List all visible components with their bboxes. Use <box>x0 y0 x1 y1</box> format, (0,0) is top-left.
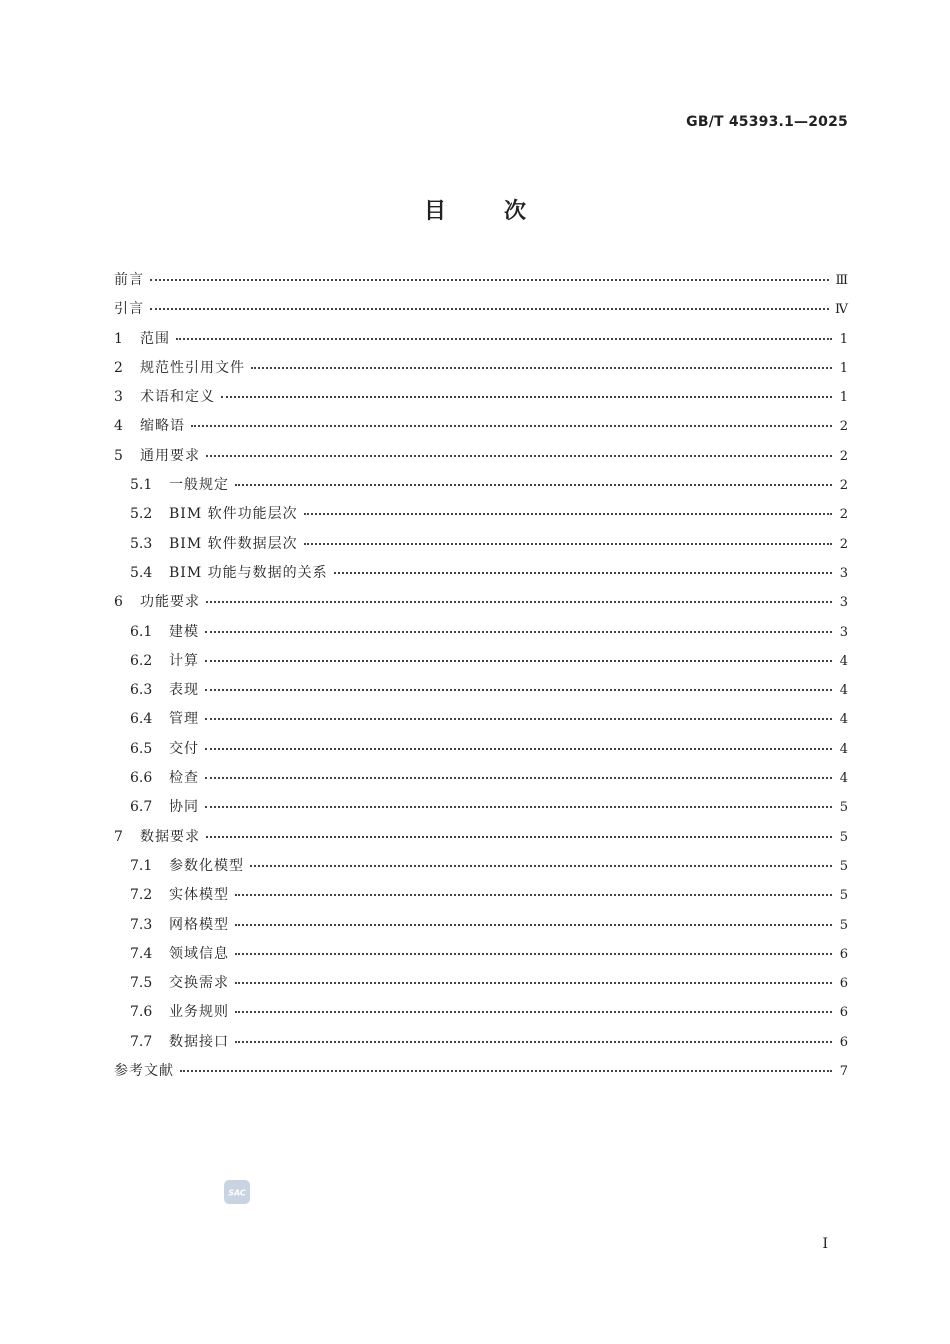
toc-entry[interactable] <box>114 621 848 650</box>
toc-entry[interactable] <box>114 445 848 474</box>
toc-entry-number: 6.3 <box>130 682 153 699</box>
toc-entry-number: 7.2 <box>130 887 153 904</box>
toc-entry[interactable] <box>114 708 848 737</box>
toc-leader-dots <box>205 718 832 720</box>
toc-leader-dots <box>206 455 832 457</box>
toc-leader-dots <box>250 865 832 867</box>
toc-entry-number: 5 <box>114 447 123 464</box>
toc-entry[interactable] <box>114 533 848 562</box>
toc-entry-label: 数据接口 <box>169 1033 229 1050</box>
sac-logo-icon <box>223 1179 251 1205</box>
toc-entry-page: 3 <box>839 624 848 640</box>
toc-entry-label: 数据要求 <box>140 828 200 845</box>
toc-entry[interactable] <box>114 679 848 708</box>
toc-entry-label: 领域信息 <box>169 945 229 962</box>
toc-leader-dots <box>150 308 829 310</box>
toc-entry[interactable] <box>114 503 848 532</box>
toc-entry-page: 1 <box>839 390 848 406</box>
title-char-2: 次 <box>504 199 527 224</box>
toc-entry-number: 6.4 <box>130 711 153 728</box>
toc-entry-number: 6.2 <box>130 652 153 669</box>
toc-entry[interactable] <box>114 1060 848 1089</box>
toc-entry-page: 5 <box>839 888 848 904</box>
toc-entry-number: 5.1 <box>130 477 153 494</box>
toc-entry[interactable] <box>114 357 848 386</box>
toc-entry[interactable] <box>114 328 848 357</box>
toc-entry[interactable] <box>114 914 848 943</box>
toc-entry[interactable] <box>114 269 848 298</box>
toc-leader-dots <box>235 924 832 926</box>
toc-leader-dots <box>205 689 832 691</box>
toc-entry-page: 1 <box>839 360 848 376</box>
toc-leader-dots <box>304 513 832 515</box>
toc-entry-number: 7 <box>114 828 123 845</box>
toc-entry-number: 3 <box>114 389 123 406</box>
toc-leader-dots <box>205 660 832 662</box>
toc-entry-page: 2 <box>839 507 848 523</box>
toc-entry[interactable] <box>114 1031 848 1060</box>
toc-entry-label: 协同 <box>169 799 199 816</box>
toc-entry-label: 计算 <box>169 652 199 669</box>
toc-entry-label: 范围 <box>140 330 170 347</box>
toc-leader-dots <box>235 894 832 896</box>
toc-entry[interactable] <box>114 415 848 444</box>
toc-entry-label: 检查 <box>169 770 199 787</box>
table-of-contents <box>114 269 848 1089</box>
toc-entry-number: 6.7 <box>130 799 153 816</box>
toc-leader-dots <box>206 836 832 838</box>
toc-entry[interactable] <box>114 796 848 825</box>
toc-entry-page: 5 <box>839 829 848 845</box>
toc-leader-dots <box>206 601 832 603</box>
toc-entry[interactable] <box>114 855 848 884</box>
toc-entry-number: 7.7 <box>130 1033 153 1050</box>
toc-entry-number: 7.6 <box>130 1004 153 1021</box>
toc-leader-dots <box>221 396 832 398</box>
toc-entry-page: Ⅳ <box>835 302 848 318</box>
toc-entry-page: 1 <box>839 331 848 347</box>
toc-entry[interactable] <box>114 738 848 767</box>
toc-entry-page: 6 <box>839 946 848 962</box>
toc-leader-dots <box>334 572 832 574</box>
toc-leader-dots <box>205 748 832 750</box>
toc-leader-dots <box>251 367 832 369</box>
toc-entry-page: Ⅲ <box>835 273 848 288</box>
toc-entry-label: BIM 功能与数据的关系 <box>169 564 328 581</box>
toc-entry-label: 实体模型 <box>169 887 229 904</box>
toc-entry-label: 业务规则 <box>169 1004 229 1021</box>
toc-entry-page: 4 <box>839 653 848 669</box>
toc-entry[interactable] <box>114 767 848 796</box>
toc-entry-page: 2 <box>839 419 848 435</box>
toc-entry[interactable] <box>114 884 848 913</box>
toc-entry-page: 6 <box>839 976 848 992</box>
page-number: I <box>822 1236 828 1252</box>
toc-entry-number: 7.4 <box>130 945 153 962</box>
toc-leader-dots <box>235 953 832 955</box>
toc-entry[interactable] <box>114 1001 848 1030</box>
toc-entry-number: 6 <box>114 594 123 611</box>
toc-leader-dots <box>235 1011 832 1013</box>
toc-entry-label: 交换需求 <box>169 975 229 992</box>
toc-leader-dots <box>235 1041 832 1043</box>
toc-entry-page: 4 <box>839 712 848 728</box>
toc-leader-dots <box>205 777 832 779</box>
title-char-1: 目 <box>423 199 446 224</box>
logo-text: SAC <box>228 1188 246 1198</box>
toc-leader-dots <box>235 982 832 984</box>
toc-entry-label: 建模 <box>169 623 199 640</box>
toc-entry-label: 通用要求 <box>140 447 200 464</box>
toc-entry-page: 4 <box>839 683 848 699</box>
toc-entry-label: 前言 <box>114 272 144 288</box>
toc-entry[interactable] <box>114 591 848 620</box>
toc-entry-page: 4 <box>839 741 848 757</box>
toc-leader-dots <box>191 425 832 427</box>
toc-entry-label: BIM 软件功能层次 <box>169 506 298 523</box>
toc-entry-page: 6 <box>839 1005 848 1021</box>
toc-leader-dots <box>205 631 832 633</box>
toc-leader-dots <box>235 484 832 486</box>
toc-entry-label: 术语和定义 <box>140 389 215 406</box>
toc-entry-page: 2 <box>839 536 848 552</box>
standard-code: GB/T 45393.1—2025 <box>686 114 848 130</box>
toc-entry-page: 2 <box>839 478 848 494</box>
toc-entry-label: 引言 <box>114 301 144 318</box>
page-title <box>0 194 950 225</box>
toc-leader-dots <box>180 1070 832 1072</box>
toc-entry-page: 3 <box>839 595 848 611</box>
toc-entry-page: 3 <box>839 565 848 581</box>
toc-entry-label: 交付 <box>169 740 199 757</box>
toc-entry[interactable] <box>114 386 848 415</box>
toc-entry-label: 规范性引用文件 <box>140 359 245 376</box>
toc-entry-label: 缩略语 <box>140 418 185 435</box>
toc-entry-number: 2 <box>114 359 123 376</box>
toc-entry[interactable] <box>114 562 848 591</box>
toc-entry-number: 7.1 <box>130 857 153 874</box>
toc-entry-label: 参数化模型 <box>169 857 244 874</box>
toc-entry-number: 7.3 <box>130 916 153 933</box>
toc-entry-number: 7.5 <box>130 975 153 992</box>
toc-entry-number: 6.5 <box>130 740 153 757</box>
toc-entry[interactable] <box>114 298 848 327</box>
toc-entry[interactable] <box>114 474 848 503</box>
toc-entry-page: 5 <box>839 858 848 874</box>
toc-entry-label: 一般规定 <box>169 477 229 494</box>
toc-leader-dots <box>150 279 829 281</box>
toc-entry-number: 6.6 <box>130 770 153 787</box>
toc-entry[interactable] <box>114 943 848 972</box>
toc-entry-page: 6 <box>839 1034 848 1050</box>
toc-leader-dots <box>176 338 832 340</box>
toc-entry-label: 参考文献 <box>114 1063 174 1080</box>
toc-entry-page: 5 <box>839 800 848 816</box>
toc-entry[interactable] <box>114 650 848 679</box>
toc-leader-dots <box>304 543 832 545</box>
toc-entry-page: 5 <box>839 917 848 933</box>
toc-entry-page: 2 <box>839 448 848 464</box>
toc-entry-number: 5.4 <box>130 564 153 581</box>
toc-entry-page: 4 <box>839 771 848 787</box>
toc-entry-number: 1 <box>114 330 123 347</box>
toc-entry-number: 5.2 <box>130 506 153 523</box>
toc-entry-label: 管理 <box>169 711 199 728</box>
toc-entry-label: 网格模型 <box>169 916 229 933</box>
toc-entry-label: 功能要求 <box>140 594 200 611</box>
toc-entry-label: 表现 <box>169 682 199 699</box>
toc-entry[interactable] <box>114 972 848 1001</box>
toc-entry-page: 7 <box>839 1064 848 1080</box>
toc-entry-number: 4 <box>114 418 123 435</box>
toc-leader-dots <box>205 806 832 808</box>
toc-entry-number: 5.3 <box>130 535 153 552</box>
toc-entry-label: BIM 软件数据层次 <box>169 535 298 552</box>
toc-entry[interactable] <box>114 826 848 855</box>
toc-entry-number: 6.1 <box>130 623 153 640</box>
